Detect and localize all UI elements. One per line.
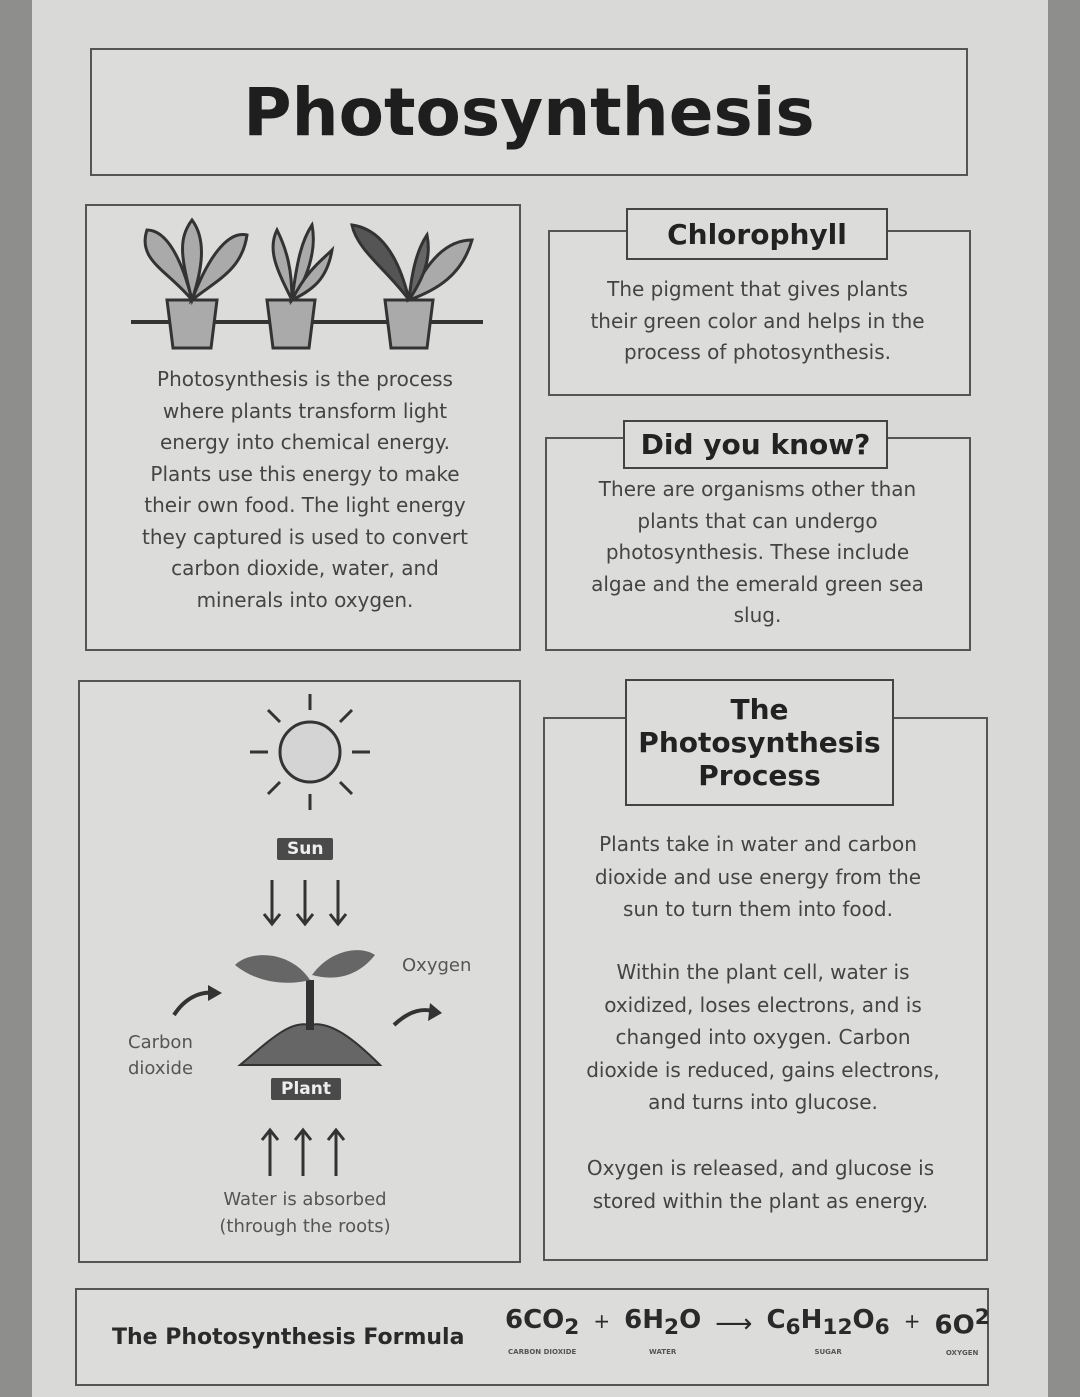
process-paragraph-2: Within the plant cell, water is oxidized, loses electrons, and is changed into oxygen. Carbon dioxide is reduced, gains electrons, and turns into glucose. [586,960,940,1114]
process-paragraph-1: Plants take in water and carbon dioxide and use energy from the sun to turn them into food. [594,832,922,921]
formula-term-caption: OXYGEN [945,1348,979,1357]
seedling-icon [230,940,390,1070]
intro-box [85,204,521,651]
carbon-dioxide-label: Carbon dioxide [128,1032,194,1079]
formula-term-symbol: $6O^2$ [934,1305,990,1341]
formula-label: The Photosynthesis Formula [112,1325,465,1350]
light-arrows-icon [260,876,350,928]
page-title: Photosynthesis [243,73,815,151]
formula-plus: + [903,1309,921,1333]
process-paragraph-3: Oxygen is released, and glucose is stored within the plant as energy. [586,1156,935,1213]
formula-term-caption: SUGAR [814,1348,842,1357]
formula-equation [505,1305,990,1357]
formula-term-symbol: $C_6H_{12}O_6$ [766,1305,890,1341]
oxygen-arrow-icon [390,995,450,1030]
formula-term [934,1305,989,1357]
formula-term [766,1305,889,1356]
potted-plants-icon [127,210,487,350]
carbon-dioxide-arrow-icon [170,983,230,1018]
chlorophyll-text: The pigment that gives plants their green color and helps in the process of photosynthesis. [590,277,925,364]
water-arrows-icon [258,1124,348,1180]
formula-term-symbol: $6CO_2$ [505,1305,580,1341]
did-you-know-text: There are organisms other than plants that can undergo photosynthesis. These include algae and the emerald green sea slug. [591,477,924,627]
oxygen-label: Oxygen [402,955,472,976]
water-label: Water is absorbed (through the roots) [219,1189,391,1237]
plant-label: Plant [271,1078,341,1100]
title-box [90,48,968,176]
intro-text: Photosynthesis is the process where plants transform light energy into chemical energy. Plants use this energy to make their own food. The light energy they captured is used to convert carbon dioxide, water, and minerals into oxygen. [142,367,468,612]
did-you-know-heading: Did you know? [623,420,888,469]
formula-arrow: ⟶ [715,1309,753,1339]
formula-plus: + [593,1309,611,1333]
chlorophyll-heading: Chlorophyll [626,208,888,260]
formula-term-caption: CARBON DIOXIDE [508,1348,577,1357]
formula-term [505,1305,579,1356]
sun-icon [240,690,380,820]
sun-label: Sun [277,838,333,860]
formula-term-caption: WATER [649,1348,677,1357]
formula-term-symbol: $6H_2O$ [624,1305,702,1341]
formula-term [624,1305,701,1356]
process-heading: The Photosynthesis Process [625,679,894,806]
